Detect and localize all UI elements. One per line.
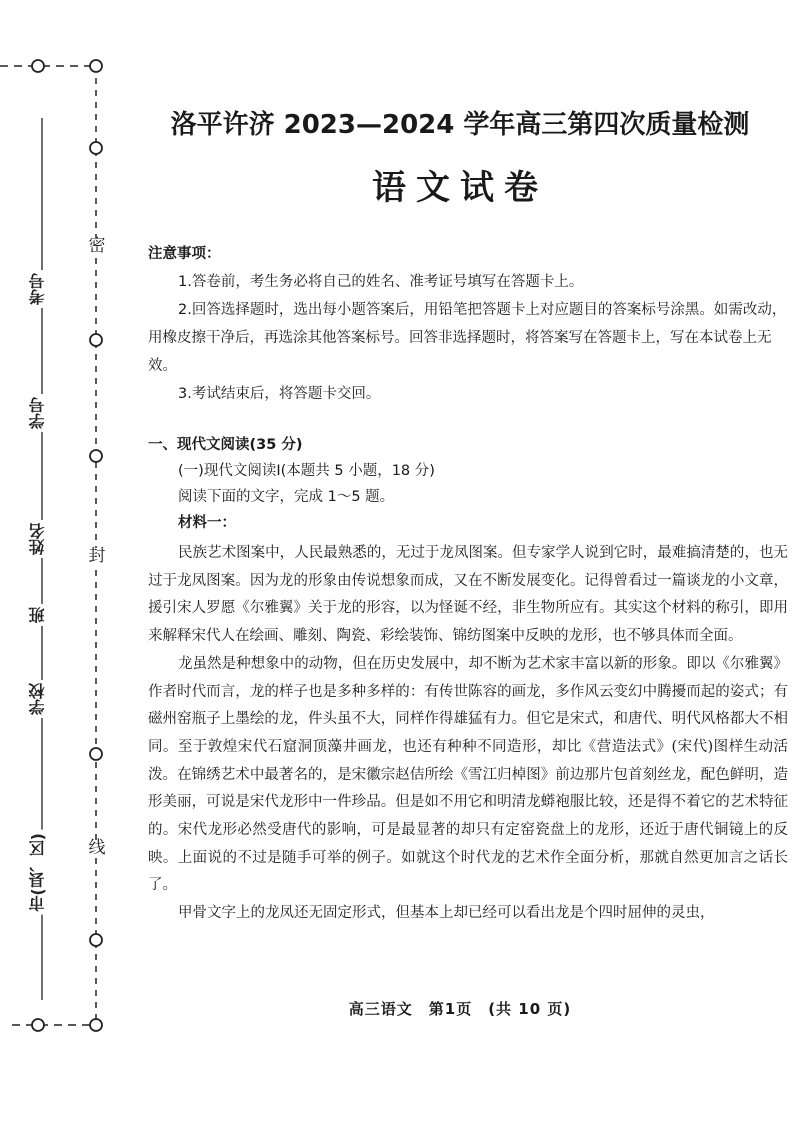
section-subtitle: (一)现代文阅读Ⅰ(本题共 5 小题，18 分) — [178, 463, 435, 479]
article-paragraph-1: 民族艺术图案中，人民最熟悉的，无过于龙凤图案。但专家学人说到它时，最难搞清楚的，也无过于龙凤图案。因为龙的形象由传说想象而成，又在不断发展变化。记得曾看过一篇谈龙的小文章，援引宋人罗愿《尔雅翼》关于龙的形容，以为怪诞不经，非生物所应有。其实这个材料的称引，即用来解释宋代人在绘画、雕刻、陶瓷、彩绘装饰、锦纺图案中反映的龙形，也不够具体而全面。 — [148, 545, 788, 645]
field-school: 学校 — [26, 680, 56, 718]
notice-item-3: 3.考试结束后，将答题卡交回。 — [178, 386, 381, 402]
exam-subtitle: 语文试卷 — [372, 168, 548, 208]
seal-char-top: 密 — [84, 238, 110, 255]
field-exam-number: 考号 — [26, 270, 56, 308]
page-footer: 高三语文 第1页 (共 10 页) — [348, 1000, 572, 1018]
seal-char-bottom: 线 — [84, 840, 110, 857]
notice-heading: 注意事项： — [148, 246, 221, 262]
field-student-number: 学号 — [26, 394, 56, 432]
article-paragraph-2: 龙虽然是种想象中的动物，但在历史发展中，却不断为艺术家丰富以新的形象。即以《尔雅翼》作者时代而言，龙的样子也是多种多样的：有传世陈容的画龙，多作风云变幻中腾擾而起的姿式；有磁州窑瓶子上墨绘的龙，件头虽不大，同样作得雄猛有力。但它是宋式，和唐代、明代风格都大不相同。至于敦煌宋代石窟洞顶藻井画龙，也还有种种不同造形，却比《营造法式》(宋代)图样生动活泼。在锦绣艺术中最著名的，是宋徽宗赵佶所绘《雪江归棹图》前边那片包首刻丝龙，配色鲜明，造形美丽，可说是宋代龙形中一件珍品。但是如不用它和明清龙蟒袍服比较，还是得不着它的艺术特征的。宋代龙形必然受唐代的影响，可是最显著的却只有定窑瓷盘上的龙形，还近于唐代铜镜上的反映。上面说的不过是随手可举的例子。如就这个时代龙的艺术作全面分析，那就自然更加言之话长了。 — [148, 655, 788, 894]
notice-item-1: 1.答卷前，考生务必将自己的姓名、准考证号填写在答题卡上。 — [178, 274, 584, 290]
notice-item-2: 2.回答选择题时，选出每小题答案后，用铅笔把答题卡上对应题目的答案标号涂黑。如需改动，用橡皮擦干净后，再选涂其他答案标号。回答非选择题时，将答案写在答题卡上，写在本试卷上无效。 — [148, 302, 787, 374]
field-name: 姓名 — [26, 520, 56, 558]
field-district: 市(县、区) — [26, 830, 56, 915]
section-instruction: 阅读下面的文字，完成 1～5 题。 — [178, 489, 395, 505]
article-body — [148, 540, 788, 928]
material-label: 材料一： — [178, 515, 236, 531]
seal-char-middle: 封 — [84, 548, 110, 565]
exam-title: 洛平许济 2023—2024 学年高三第四次质量检测 — [170, 110, 750, 140]
field-class: 班 — [26, 604, 56, 626]
binding-line — [0, 0, 110, 1132]
section-block — [148, 432, 788, 536]
article-paragraph-3: 甲骨文字上的龙凤还无固定形式，但基本上却已经可以看出龙是个四时屈伸的灵虫， — [178, 905, 715, 922]
binding-margin — [0, 0, 110, 1132]
section-title: 一、现代文阅读(35 分) — [148, 437, 303, 453]
notice-block — [148, 240, 788, 408]
